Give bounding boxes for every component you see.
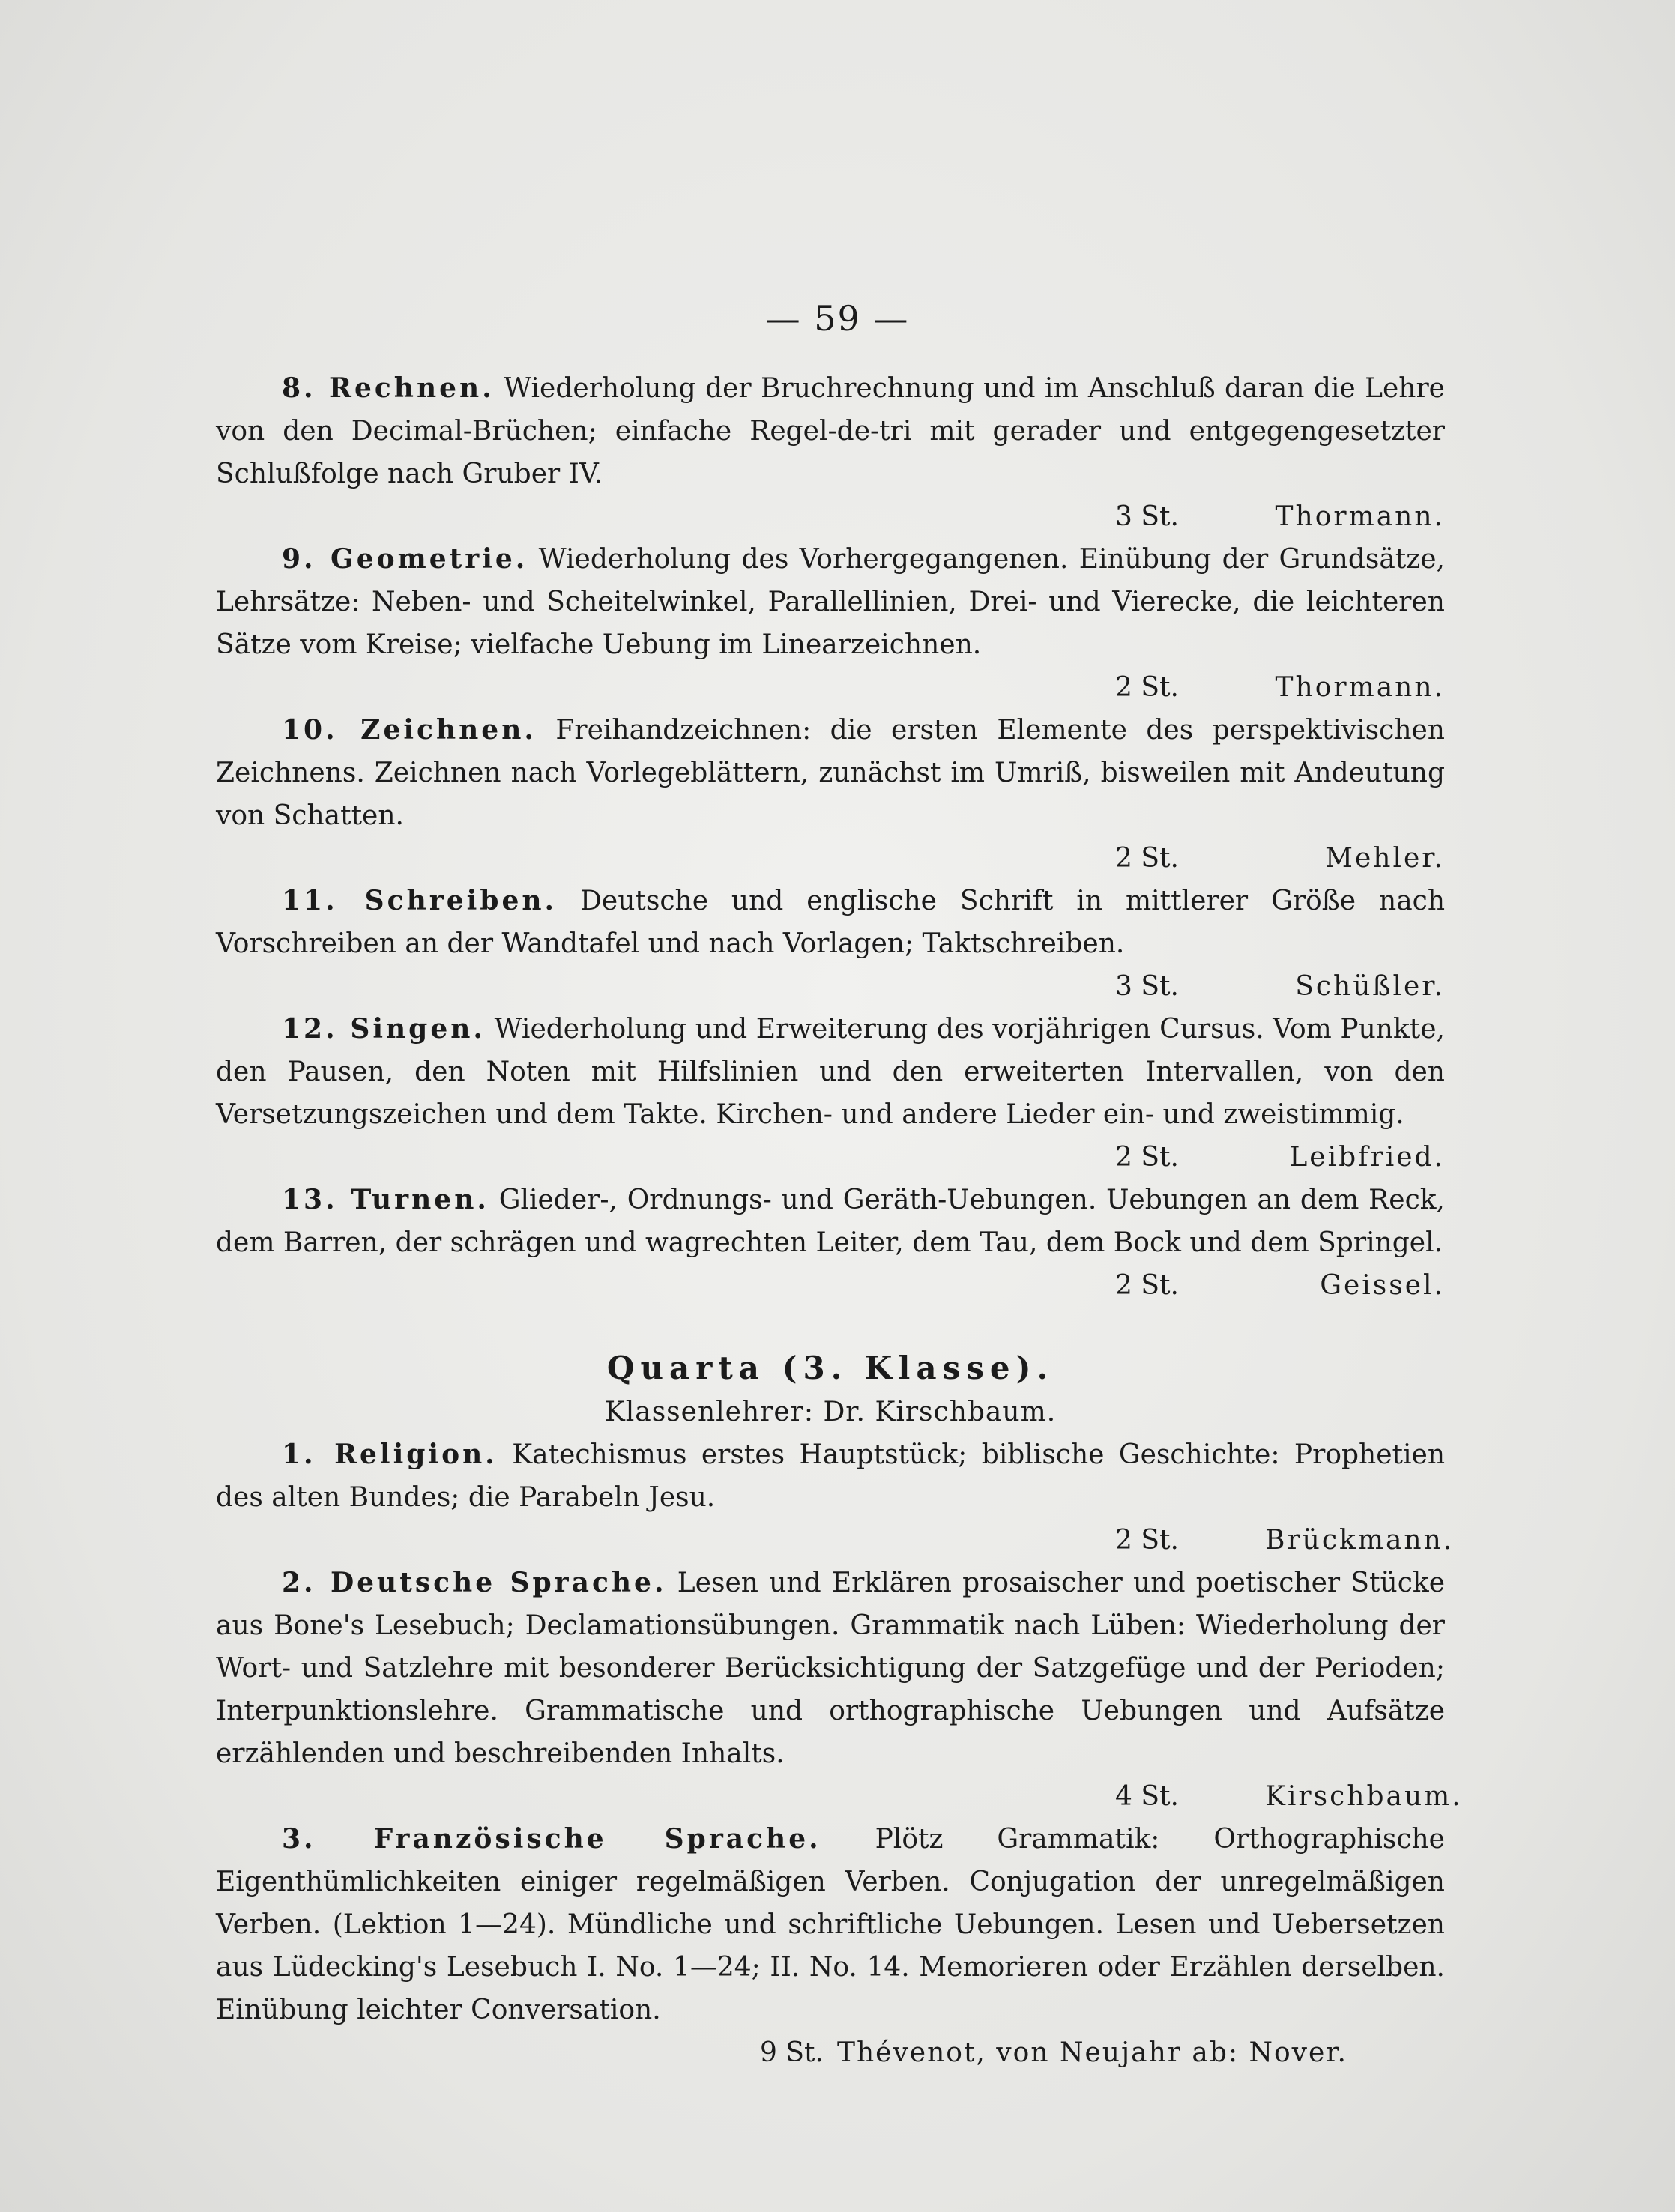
subject-text: Lesen und Erklären prosaischer und poetischer Stücke aus Bone's Lesebuch; Declamationsübungen. Grammatik nach Lüben: Wiederholung der Wort- und Satzlehre mit besonderer Berücksichtigung der Satzgefüge und der Perioden; Interpunktionslehre. Grammatische und orthographische Uebungen und Aufsätze erzählenden und beschreibenden Inhalts. xyxy=(216,1568,1445,1769)
hours: 3 St. xyxy=(1115,501,1179,532)
subject-heading: 8. Rechnen. xyxy=(282,372,495,404)
subject-text: Deutsche und englische Schrift in mittlerer Größe nach Vorschreiben an der Wandtafel und nach Vorlagen; Taktschreiben. xyxy=(216,886,1446,959)
subject-entry xyxy=(216,538,1445,709)
subject-entry xyxy=(216,880,1445,1008)
class-teacher: Klassenlehrer: Dr. Kirschbaum. xyxy=(604,1397,1057,1427)
subject-text: Wiederholung der Bruchrechnung und im Anschluß daran die Lehre von den Decimal-Brüchen; einfache Regel-de-tri mit gerader und entgegengesetzter Schlußfolge nach Gruber IV. xyxy=(216,373,1445,489)
subject-entry xyxy=(216,1818,1445,2074)
subject-heading: 12. Singen. xyxy=(282,1013,486,1045)
hours: 2 St. xyxy=(1115,1525,1179,1556)
page-text xyxy=(216,367,1463,2074)
teacher-name: Kirschbaum. xyxy=(1265,1781,1463,1812)
subject-text: Glieder-, Ordnungs- und Geräth-Uebungen. Uebungen an dem Reck, dem Barren, der schrägen und wagrechten Leiter, dem Tau, dem Bock und dem Springel. xyxy=(216,1185,1445,1258)
subject-entry xyxy=(216,1008,1445,1179)
hours: 4 St. xyxy=(1115,1781,1179,1812)
teacher-name: Mehler. xyxy=(1325,843,1445,874)
subject-text: Wiederholung und Erweiterung des vorjährigen Cursus. Vom Punkte, den Pausen, den Noten mit Hilfslinien und den erweiterten Intervallen, von den Versetzungszeichen und dem Takte. Kirchen- und andere Lieder ein- und zweistimmig. xyxy=(216,1014,1445,1130)
teacher-name: Thévenot, von Neujahr ab: Nover. xyxy=(836,2037,1347,2068)
hours: 2 St. xyxy=(1115,843,1179,874)
hours: 2 St. xyxy=(1115,1270,1179,1301)
subject-heading: 9. Geometrie. xyxy=(282,543,528,575)
teacher-name: Geissel. xyxy=(1320,1270,1445,1301)
teacher-name: Leibfried. xyxy=(1289,1142,1445,1173)
teacher-name: Thormann. xyxy=(1275,672,1445,703)
subject-heading: 11. Schreiben. xyxy=(282,885,558,916)
subject-heading: 1. Religion. xyxy=(282,1439,498,1470)
subject-text: Wiederholung des Vorhergegangenen. Einübung der Grundsätze, Lehrsätze: Neben- und Scheitelwinkel, Parallellinien, Drei- und Vierecke, die leichteren Sätze vom Kreise; vielfache Uebung im Linearzeichnen. xyxy=(216,544,1445,660)
hours: 9 St. xyxy=(760,2037,824,2068)
hours: 3 St. xyxy=(1115,971,1179,1002)
hours: 2 St. xyxy=(1115,672,1179,703)
subject-heading: 13. Turnen. xyxy=(282,1184,489,1215)
teacher-name: Schüßler. xyxy=(1295,971,1445,1002)
subject-heading: 3. Französische Sprache. xyxy=(282,1823,821,1855)
subject-heading: 10. Zeichnen. xyxy=(282,714,537,746)
teacher-name: Thormann. xyxy=(1275,501,1445,532)
section-title: Quarta (3. Klasse). xyxy=(606,1350,1054,1386)
subject-text: Katechismus erstes Hauptstück; biblische Geschichte: Prophetien des alten Bundes; die Parabeln Jesu. xyxy=(216,1439,1445,1513)
teacher-name: Brückmann. xyxy=(1265,1525,1455,1556)
subject-text: Plötz Grammatik: Orthographische Eigenthümlichkeiten einiger regelmäßigen Verben. Conjugation der unregelmäßigen Verben. (Lektion 1—24). Mündliche und schriftliche Uebungen. Lesen und Uebersetzen aus Lüdecking's Lesebuch I. No. 1—24; II. No. 14. Memorieren oder Erzählen derselben. Einübung leichter Conversation. xyxy=(216,1824,1445,2025)
hours: 2 St. xyxy=(1115,1142,1179,1173)
subject-entry xyxy=(216,1562,1463,1818)
subject-text: Freihandzeichnen: die ersten Elemente des perspektivischen Zeichnens. Zeichnen nach Vorlegeblättern, zunächst im Umriß, bisweilen mit Andeutung von Schatten. xyxy=(216,715,1445,831)
subject-entry xyxy=(216,1433,1455,1562)
page-number: — 59 — xyxy=(765,298,910,339)
subject-entry xyxy=(216,709,1445,880)
subject-entry xyxy=(216,1179,1445,1307)
subject-entry xyxy=(216,367,1445,538)
subject-heading: 2. Deutsche Sprache. xyxy=(282,1567,667,1598)
